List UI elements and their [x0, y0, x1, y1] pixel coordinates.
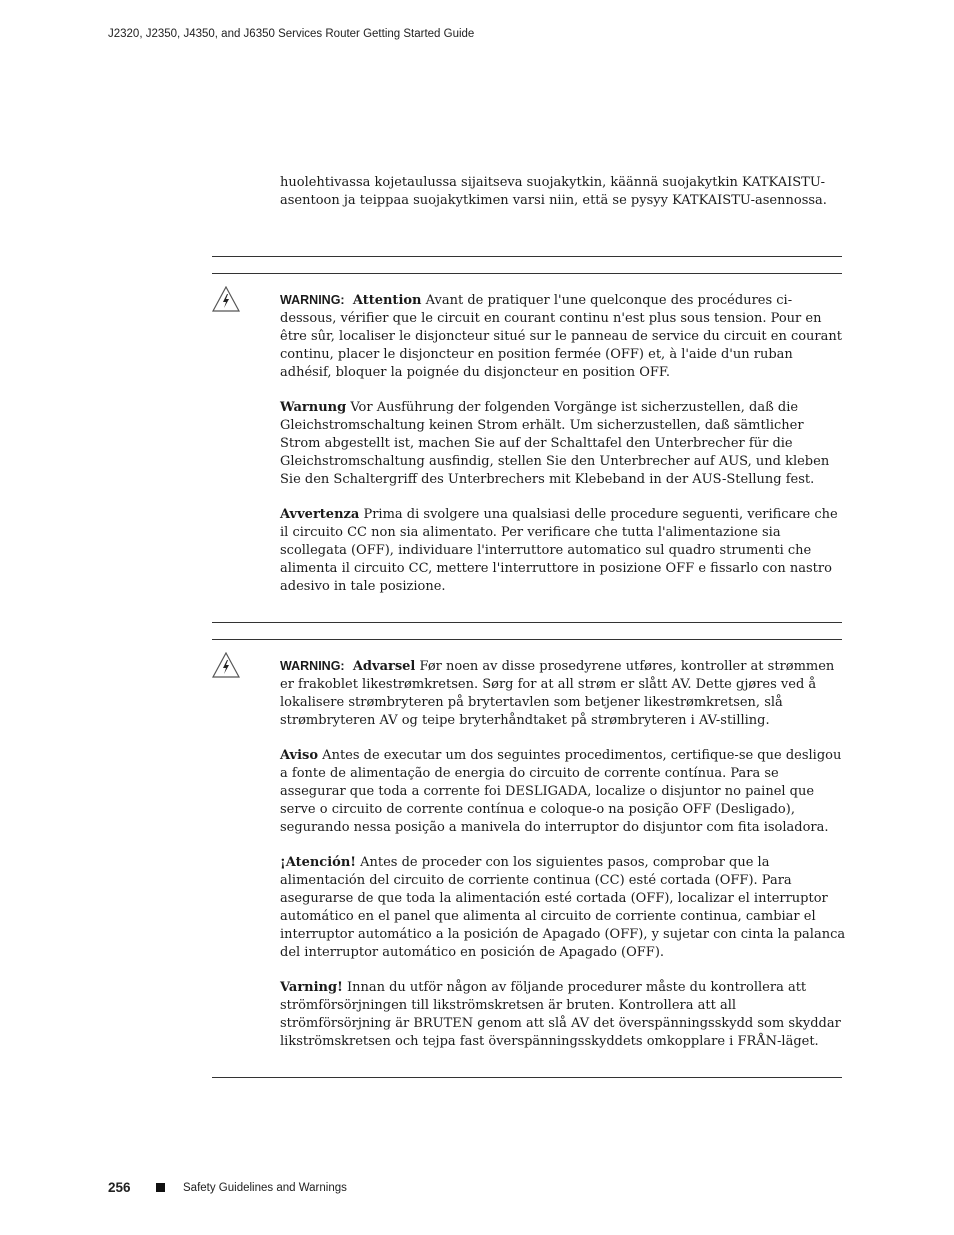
- warning-block-1: [280, 291, 846, 613]
- warning-item-italian: [280, 506, 846, 596]
- language-label: Varning!: [280, 980, 343, 995]
- warning-text: Innan du utför någon av följande procedurer måste du kontrollera att strömförsörjningen till likströmskretsen är bruten. Kontrollera att all strömförsörjning är BRUTEN genom att slå AV det överspänningsskydd som skyddar likströmskretsen och tejpa fast överspänningsskyddets omkopplare i FRÅN-läget.: [280, 980, 841, 1049]
- section-title: Safety Guidelines and Warnings: [183, 1181, 347, 1194]
- warning-label: WARNING:: [280, 659, 345, 673]
- language-label: ¡Atención!: [280, 855, 356, 870]
- language-label: Warnung: [280, 400, 347, 415]
- intro-paragraph: [280, 174, 846, 227]
- warning-text: Vor Ausführung der folgenden Vorgänge ist sicherzustellen, daß die Gleichstromschaltung keinen Strom erhält. Um sicherzustellen, daß sämtlicher Strom abgestellt ist, machen Sie auf der Schalttafel den Unterbrecher für die Gleichstromschaltung ausfindig, stellen Sie den Unterbrecher auf AUS, und kleben Sie den Schaltergriff des Unterbrechers mit Klebeband in der AUS-Stellung fest.: [280, 400, 830, 487]
- intro-text: huolehtivassa kojetaulussa sijaitseva suojakytkin, käännä suojakytkin KATKAISTU-asentoon ja teippaa suojakytkimen varsi niin, että se pysyy KATKAISTU-asennossa.: [280, 175, 827, 208]
- electrical-hazard-icon: [212, 652, 240, 678]
- language-label: Attention: [352, 293, 422, 308]
- page-footer: [108, 1180, 347, 1195]
- warning-item-french: [280, 291, 846, 382]
- page-number: 256: [108, 1180, 131, 1195]
- divider: [212, 639, 842, 640]
- warning-item-portuguese: [280, 747, 846, 837]
- divider: [212, 256, 842, 257]
- divider: [212, 1077, 842, 1078]
- warning-text: Avant de pratiquer l'une quelconque des procédures ci-dessous, vérifier que le circuit en courant continu n'est plus sous tension. Pour en être sûr, localiser le disjoncteur situé sur le panneau de service du circuit en courant continu, placer le disjoncteur en position fermée (OFF) et, à l'aide d'un ruban adhésif, bloquer la poignée du disjoncteur en position OFF.: [280, 293, 842, 380]
- language-label: Aviso: [280, 748, 319, 763]
- warning-text: Antes de executar um dos seguintes procedimentos, certifique-se que desligou a fonte de alimentação de energia do circuito de corrente contínua. Para se assegurar que toda a corrente foi DESLIGADA, localize o disjuntor no painel que serve o circuito de corrente contínua e coloque-o na posição OFF (Desligado), segurando nessa posição a manivela do interruptor do disjuntor com fita isoladora.: [280, 748, 842, 835]
- square-bullet-icon: [156, 1183, 165, 1192]
- divider: [212, 622, 842, 623]
- warning-item-german: [280, 399, 846, 489]
- warning-text: Før noen av disse prosedyrene utføres, kontroller at strømmen er frakoblet likestrømkretsen. Sørg for at all strøm er slått AV. Dette gjøres ved å lokalisere strømbryteren på brytertavlen som betjener likestrømkretsen, slå strømbryteren AV og teipe bryterhåndtaket på strømbryteren i AV-stilling.: [280, 659, 835, 728]
- warning-text: Prima di svolgere una qualsiasi delle procedure seguenti, verificare che il circuito CC non sia alimentato. Per verificare che tutta l'alimentazione sia scollegata (OFF), individuare l'interruttore automatico sul quadro strumenti che alimenta il circuito CC, mettere l'interruttore in posizione OFF e fissarlo con nastro adesivo in tale posizione.: [280, 507, 838, 594]
- warning-text: Antes de proceder con los siguientes pasos, comprobar que la alimentación del circuito de corriente continua (CC) esté cortada (OFF). Para asegurarse de que toda la alimentación esté cortada (OFF), localizar el interruptor automático en el panel que alimenta al circuito de corriente continua, cambiar el interruptor automático a la posición de Apagado (OFF), y sujetar con cinta la palanca del interruptor automático en posición de Apagado (OFF).: [280, 855, 846, 960]
- warning-item-norwegian: [280, 657, 846, 730]
- warning-item-swedish: [280, 979, 846, 1051]
- electrical-hazard-icon: [212, 286, 240, 312]
- warning-label: WARNING:: [280, 293, 345, 307]
- warning-item-spanish: [280, 854, 846, 962]
- running-header: J2320, J2350, J4350, and J6350 Services Router Getting Started Guide: [108, 28, 475, 40]
- language-label: Avvertenza: [280, 507, 360, 522]
- language-label: Advarsel: [352, 659, 416, 674]
- divider: [212, 273, 842, 274]
- warning-block-2: [280, 657, 846, 1068]
